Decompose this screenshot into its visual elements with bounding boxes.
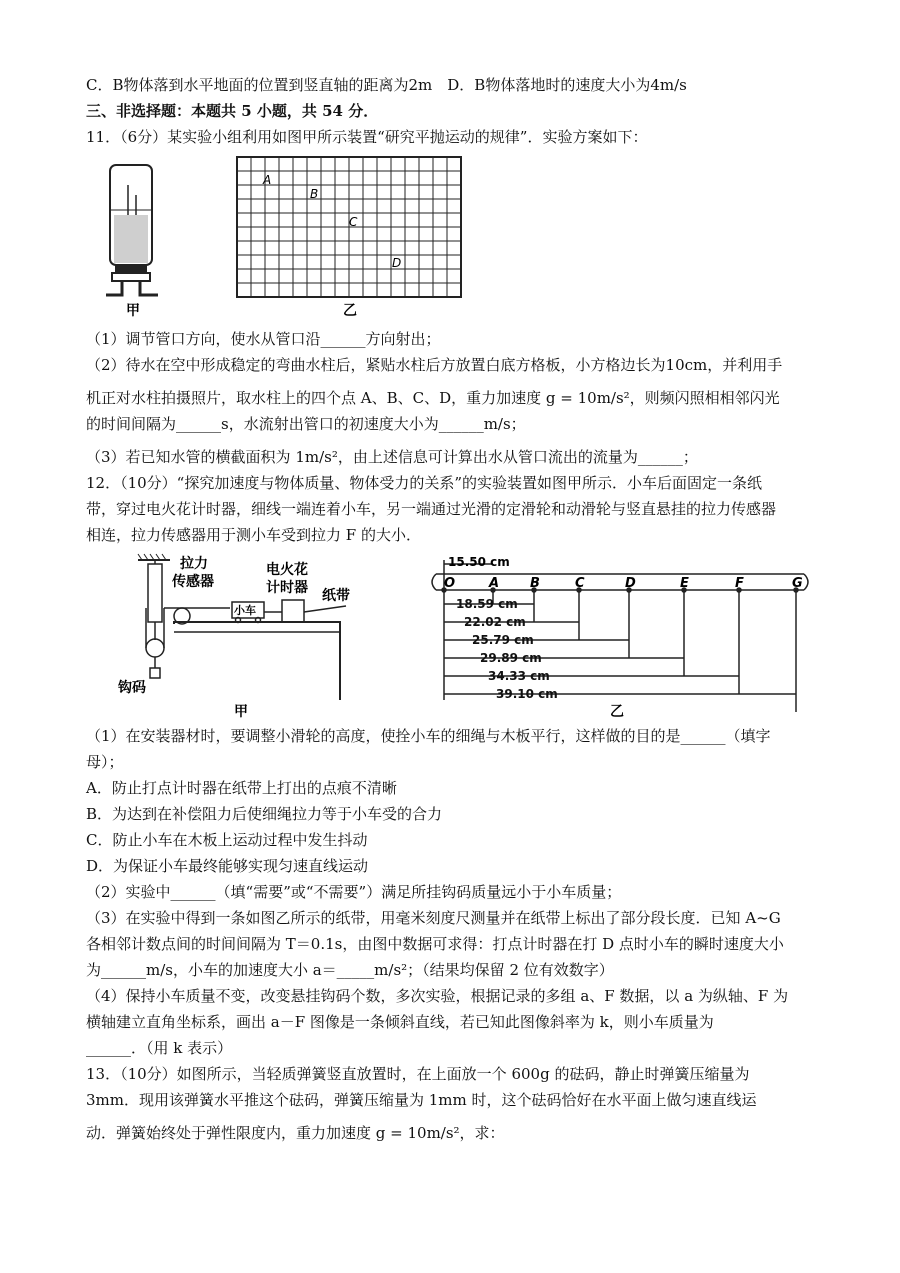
figure-11-caption-right: 乙 <box>343 303 357 319</box>
point-b-label: B <box>310 187 319 201</box>
q11-part1: （1）调节管口方向，使水从管口沿______方向射出； <box>86 330 441 348</box>
tape-label-f: F <box>735 576 744 591</box>
q11-stem: 11．（6分）某实验小组利用如图甲所示装置“研究平抛运动的规律”．实验方案如下： <box>86 128 648 146</box>
tape-label-b: B <box>530 576 540 591</box>
distance-label-od: 25.79 cm <box>472 633 534 647</box>
figure-12 <box>110 550 810 720</box>
section-heading: 三、非选择题：本题共 5 小题，共 54 分． <box>86 102 379 120</box>
q12-part4-line1: （4）保持小车质量不变，改变悬挂钩码个数，多次实验，根据记录的多组 a、F 数据，以 a 为纵轴、F 为 <box>86 987 789 1005</box>
tape-label-d: D <box>625 576 636 591</box>
q12-part3-line1: （3）在实验中得到一条如图乙所示的纸带，用毫米刻度尺测量并在纸带上标出了部分段长度．已知 A~G <box>86 909 781 927</box>
movable-pulley <box>146 639 164 657</box>
sensor-label-2: 传感器 <box>172 574 214 590</box>
q11-part2-line2: 机正对水柱拍摄照片，取水柱上的四个点 A、B、C、D，重力加速度 g = 10m/s²，则频闪照相相邻闪光 <box>86 389 780 407</box>
figure-11-caption-left: 甲 <box>126 303 140 319</box>
distance-label-oa: 15.50 cm <box>448 555 510 569</box>
tape-label-a: A <box>489 576 500 591</box>
figure-12-caption-right: 乙 <box>610 704 624 720</box>
point-a-label: A <box>263 173 272 187</box>
q11-part2-line1: （2）待水在空中形成稳定的弯曲水柱后，紧贴水柱后方放置白底方格板，小方格边长为10cm，并利用手 <box>86 356 783 374</box>
tape-label-g: G <box>792 576 803 591</box>
q13-stem-line3: 动．弹簧始终处于弹性限度内，重力加速度 g = 10m/s²，求： <box>86 1124 505 1142</box>
q12-stem-line1: 12．（10分）“探究加速度与物体质量、物体受力的关系”的实验装置如图甲所示．小车后面固定一条纸 <box>86 474 763 492</box>
q11-part3: （3）若已知水管的横截面积为 1m/s²，由上述信息可计算出水从管口流出的流量为______； <box>86 448 698 466</box>
q12-part1-line1: （1）在安装器材时，要调整小滑轮的高度，使拴小车的细绳与木板平行，这样做的目的是______（填字 <box>86 727 771 745</box>
q12-part3-line2: 各相邻计数点间的时间间隔为 T＝0.1s，由图中数据可求得：打点计时器在打 D 点时小车的瞬时速度大小 <box>86 935 784 953</box>
q12-part2: （2）实验中______（填“需要”或“不需要”）满足所挂钩码质量远小于小车质量； <box>86 883 622 901</box>
tape-label-e: E <box>680 576 689 591</box>
force-sensor <box>148 564 162 622</box>
weight-label: 钩码 <box>118 680 146 696</box>
q12-option-b: B．为达到在补偿阻力后使细绳拉力等于小车受的合力 <box>86 805 443 823</box>
q12-stem-line3: 相连，拉力传感器用于测小车受到拉力 F 的大小． <box>86 526 421 544</box>
q11-part2-line3: 的时间间隔为______s，水流射出管口的初速度大小为______m/s； <box>86 415 526 433</box>
apparatus-diagram <box>138 554 346 700</box>
q12-option-a: A．防止打点计时器在纸带上打出的点痕不清晰 <box>86 779 397 797</box>
cart-label: 小车 <box>234 604 256 617</box>
q12-part3-line3: 为______m/s，小车的加速度大小 a＝_____m/s²；（结果均保留 2 位有效数字） <box>86 961 614 979</box>
figure-11 <box>100 155 480 320</box>
q13-stem-line2: 3mm．现用该弹簧水平推这个砝码，弹簧压缩量为 1mm 时，这个砝码恰好在水平面上做匀速直线运 <box>86 1091 757 1109</box>
point-d-label: D <box>392 256 402 270</box>
timer-label-2: 计时器 <box>266 580 308 596</box>
timer-label-1: 电火花 <box>266 562 308 578</box>
spark-timer <box>282 600 304 622</box>
q12-stem-line2: 带，穿过电火花计时器，细线一端连着小车，另一端通过光滑的定滑轮和动滑轮与竖直悬挂的拉力传感器 <box>86 500 777 518</box>
tape-label-o: O <box>444 576 456 591</box>
sensor-label-1: 拉力 <box>180 556 208 572</box>
point-c-label: C <box>349 215 358 229</box>
q12-part1-line2: 母）； <box>86 753 124 771</box>
distance-label-of: 34.33 cm <box>488 669 550 683</box>
q12-option-d: D．为保证小车最终能够实现匀速直线运动 <box>86 857 369 875</box>
q13-stem-line1: 13．（10分）如图所示，当轻质弹簧竖直放置时，在上面放一个 600g 的砝码，静止时弹簧压缩量为 <box>86 1065 750 1083</box>
figure-12-caption-left: 甲 <box>234 704 248 720</box>
q12-part4-line3: ______．（用 k 表示） <box>86 1039 233 1057</box>
option-c-d-line: C．B物体落到水平地面的位置到竖直轴的距离为2m D．B物体落地时的速度大小为4m/s <box>86 76 687 94</box>
tape-label-c: C <box>575 576 585 591</box>
distance-label-ob: 18.59 cm <box>456 597 518 611</box>
q12-part4-line2: 横轴建立直角坐标系，画出 a－F 图像是一条倾斜直线，若已知此图像斜率为 k，则小车质量为 <box>86 1013 714 1031</box>
q12-option-c: C．防止小车在木板上运动过程中发生抖动 <box>86 831 368 849</box>
distance-label-oe: 29.89 cm <box>480 651 542 665</box>
distance-label-og: 39.10 cm <box>496 687 558 701</box>
hook-weight <box>150 668 160 678</box>
distance-label-oc: 22.02 cm <box>464 615 526 629</box>
tape-label: 纸带 <box>322 588 350 604</box>
